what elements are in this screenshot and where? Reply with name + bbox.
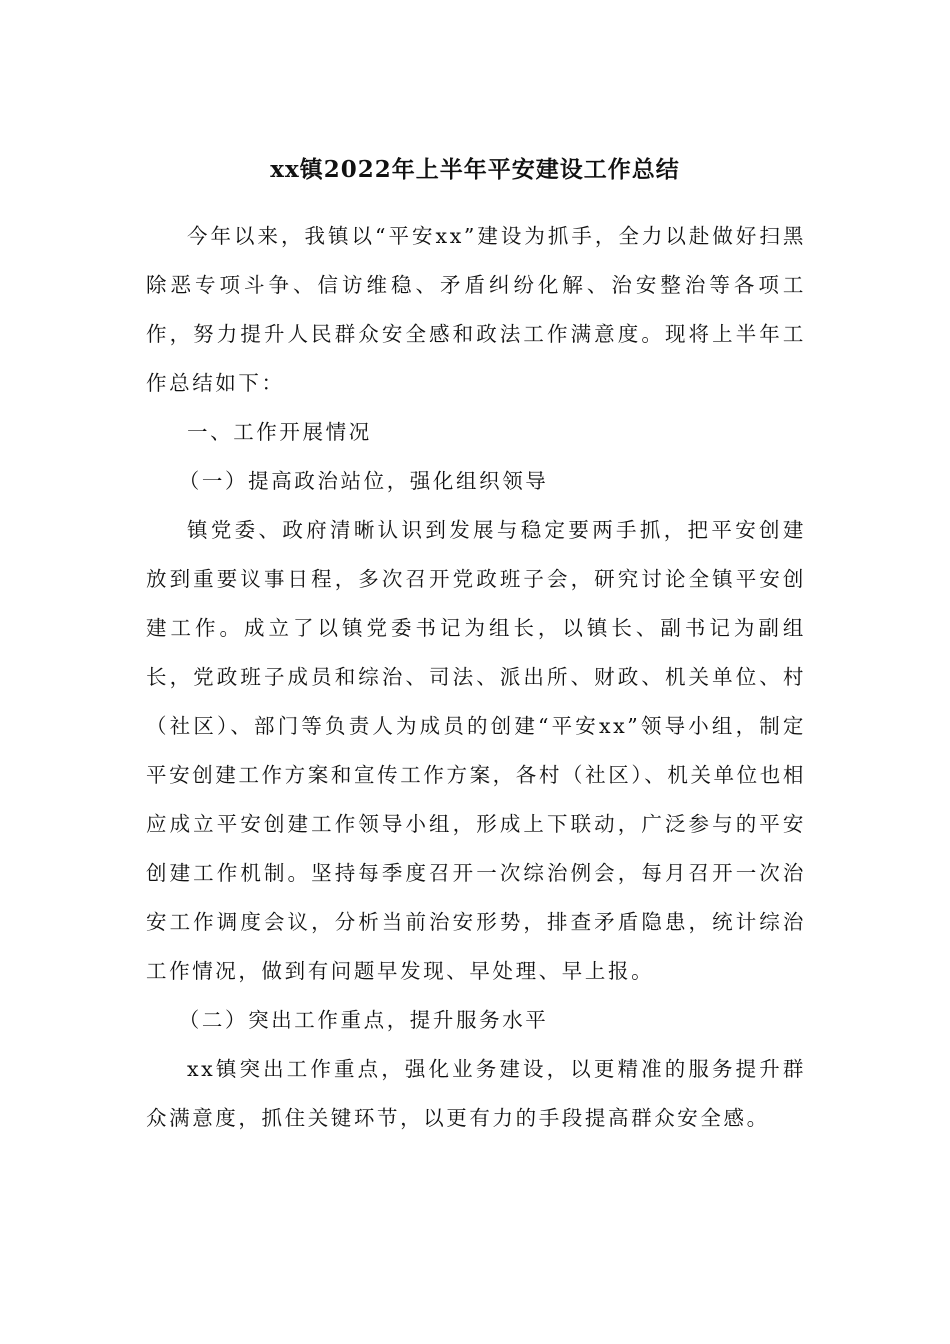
section-heading-1: 一、工作开展情况 xyxy=(187,420,372,444)
subsection-2-paragraph: xx镇突出工作重点，强化业务建设，以更精准的服务提升群众满意度，抓住关键环节，以更有力的手段提高群众安全感。 xyxy=(146,1057,806,1130)
document-body xyxy=(146,212,806,1143)
document-title: xx镇2022年上半年平安建设工作总结 xyxy=(270,156,680,183)
intro-paragraph: 今年以来，我镇以“平安xx”建设为抓手，全力以赴做好扫黑除恶专项斗争、信访维稳、矛盾纠纷化解、治安整治等各项工作，努力提升人民群众安全感和政法工作满意度。现将上半年工作总结如下： xyxy=(146,224,806,395)
subsection-1-paragraph: 镇党委、政府清晰认识到发展与稳定要两手抓，把平安创建放到重要议事日程，多次召开党政班子会，研究讨论全镇平安创建工作。成立了以镇党委书记为组长，以镇长、副书记为副组长，党政班子成员和综治、司法、派出所、财政、机关单位、村（社区）、部门等负责人为成员的创建“平安xx”领导小组，制定平安创建工作方案和宣传工作方案，各村（社区）、机关单位也相应成立平安创建工作领导小组，形成上下联动，广泛参与的平安创建工作机制。坚持每季度召开一次综治例会，每月召开一次治安工作调度会议，分析当前治安形势，排查矛盾隐患，统计综治工作情况，做到有问题早发现、早处理、早上报。 xyxy=(146,518,806,983)
subsection-heading-2: （二）突出工作重点，提升服务水平 xyxy=(178,1008,549,1032)
subsection-heading-1: （一）提高政治站位，强化组织领导 xyxy=(178,469,549,493)
